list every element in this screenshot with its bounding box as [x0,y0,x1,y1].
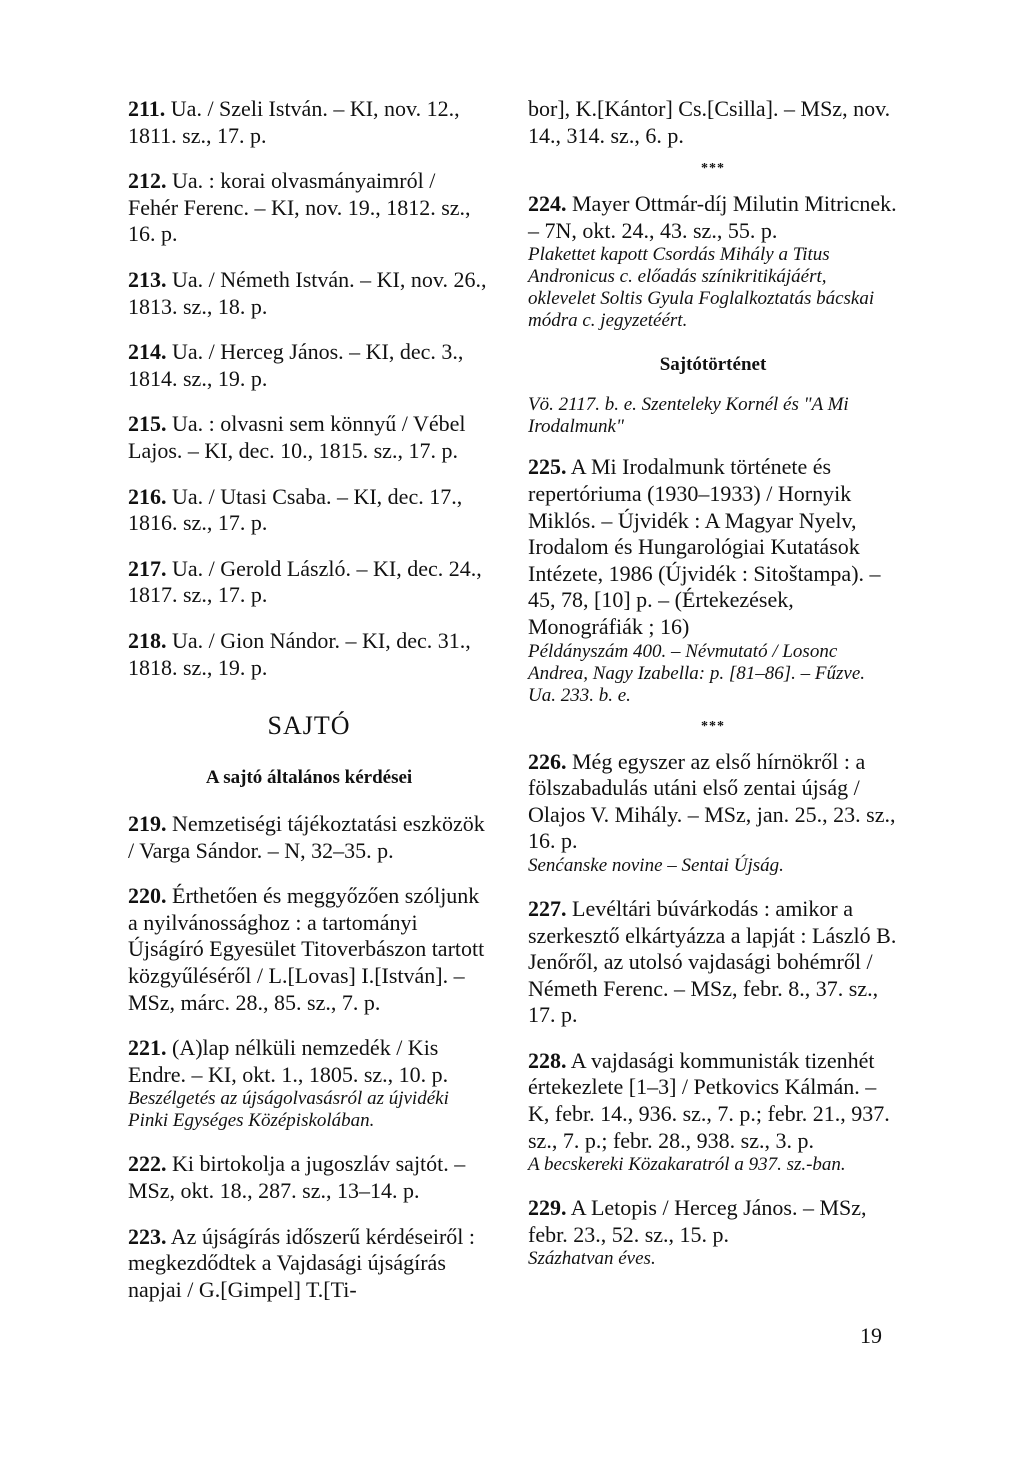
entry-221: 221. (A)lap nélküli nemzedék / Kis Endre. – KI, okt. 1., 1805. sz., 10. p. Beszélgetés az újságolvasásról az újvidéki Pinki Egységes Középiskolában. [128,1035,490,1132]
entry-223: 223. Az újságírás időszerű kérdéseiről : megkezdődtek a Vajdasági újságírás napjai / G.[Gimpel] T.[Ti- [128,1223,476,1302]
entry-217: 217. Ua. / Gerold László. – KI, dec. 24., 1817. sz., 17. p. [128,555,482,608]
see-also-note: Vö. 2117. b. e. Szenteleky Kornél és "A Mi Irodalmunk" [528,394,849,438]
separator-stars: *** [701,718,725,734]
entry-222: 222. Ki birtokolja a jugoszláv sajtót. – MSz, okt. 18., 287. sz., 13–14. p. [128,1151,466,1204]
entry-229: 229. A Letopis / Herceg János. – MSz, febr. 23., 52. sz., 15. p. Százhatvan éves. [528,1195,898,1270]
entry-224-annotation: Plakettet kapott Csordás Mihály a Titus Andronicus c. előadás színikritikájáért, oklevelet Soltis Gyula Foglalkoztatás bácskai módra c. jegyzetéért. [528,244,875,332]
subheading-general: A sajtó általános kérdései [205,767,413,789]
entry-215: 215. Ua. : olvasni sem könnyű / Vébel Lajos. – KI, dec. 10., 1815. sz., 17. p. [128,411,466,463]
entry-228: 228. A vajdasági kommunisták tizenhét értekezlete [1–3] / Petkovics Kálmán. – K, febr. 14., 936. sz., 7. p.; febr. 21., 937. sz., 7. p.; febr. 28., 938. sz., 3. p. A becskereki Közakaratról a 937. sz.-ban. [528,1048,898,1176]
right-column [528,96,898,1289]
entry-225-annotation: Példányszám 400. – Névmutató / Losonc Andrea, Nagy Izabella: p. [81–86]. – Fűzve. [528,640,866,684]
entry-220: 220. Érthetően és meggyőzően szóljunk a nyilvánossághoz : a tartományi Újságíró Egyesület Titoverbászon tartott közgyűléséről / L.[Lovas] I.[István]. – MSz, márc. 28., 85. sz., 7. p. [128,883,485,1015]
entry-216: 216. Ua. / Utasi Csaba. – KI, dec. 17., 1816. sz., 17. p. [128,483,463,536]
entry-213: 213. Ua. / Németh István. – KI, nov. 26., 1813. sz., 18. p. [128,266,487,319]
subheading-press-history: Sajtótörténet [659,354,767,376]
left-column [128,96,490,1322]
entry-219: 219. Nemzetiségi tájékoztatási eszközök / Varga Sándor. – N, 32–35. p. [128,811,485,863]
page-number: 19 [860,1323,882,1348]
separator-stars: *** [701,161,725,177]
entry-221-annotation: Beszélgetés az újságolvasásról az újvidéki Pinki Egységes Középiskolában. [128,1088,449,1132]
section-title: SAJTÓ [267,711,351,741]
entry-214: 214. Ua. / Herceg János. – KI, dec. 3., 1814. sz., 19. p. [128,339,464,391]
entry-224: 224. Mayer Ottmár-díj Milutin Mitricnek. – 7N, okt. 24., 43. sz., 55. p. Plakettet kapott Csordás Mihály a Titus Andronicus c. előadás színikritikájáért, oklevelet Soltis Gyula Foglalkoztatás bácskai módra c. jegyzetéért. [528,191,897,332]
entry-226-annotation: Senćanske novine – Sentai Újság. [528,854,784,876]
entry-211: 211. Ua. / Szeli István. – KI, nov. 12., 1811. sz., 17. p. [128,96,460,148]
entry-228-annotation: A becskereki Közakaratról a 937. sz.-ban. [528,1154,846,1176]
entry-226: 226. Még egyszer az első hírnökről : a fölszabadulás utáni első zentai újság / Olajos V. Mihály. – MSz, jan. 25., 23. sz., 16. p. Senćanske novine – Sentai Újság. [528,749,898,877]
entry-227: 227. Levéltári búvárkodás : amikor a szerkesztő elkártyázza a lapját : László B. Jenőről, az utolsó vajdasági bohémről / Németh Ferenc. – MSz, febr. 8., 37. sz., 17. p. [528,895,897,1028]
entry-225-note: Ua. 233. b. e. [528,684,631,706]
entry-212: 212. Ua. : korai olvasmányaimról / Fehér Ferenc. – KI, nov. 19., 1812. sz., 16. p. [128,168,471,247]
entry-229-annotation: Százhatvan éves. [528,1248,656,1270]
entry-218: 218. Ua. / Gion Nándor. – KI, dec. 31., 1818. sz., 19. p. [128,627,471,680]
entry-223-continued: bor], K.[Kántor] Cs.[Csilla]. – MSz, nov. 14., 314. sz., 6. p. [528,96,891,148]
entry-225: 225. A Mi Irodalmunk története és repertóriuma (1930–1933) / Hornyik Miklós. – Újvidék : A Magyar Nyelv, Irodalom és Hungarológiai Kutatások Intézete, 1986 (Újvidék : Sitoštampa). – 45, 78, [10] p. – (Értekezések, Monográfiák ; 16) Példányszám 400. – Névmutató / Losonc Andrea, Nagy Izabella: p. [81–86]. – Fűzve. Ua. 233. b. e. [528,454,898,706]
